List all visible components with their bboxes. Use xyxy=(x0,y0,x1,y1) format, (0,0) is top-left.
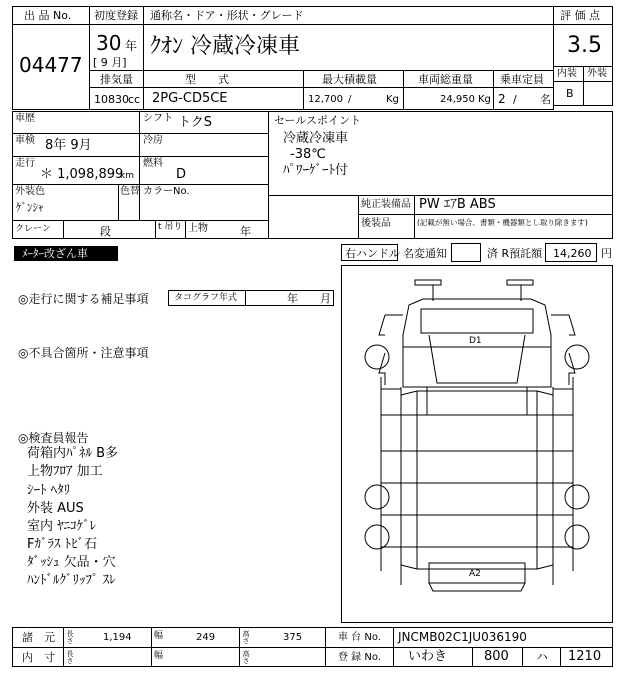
gross-weight-label: 車両総重量 xyxy=(418,73,473,86)
first-reg-label: 初度登録 xyxy=(94,9,138,22)
rhd-label: 右ハンドル xyxy=(345,247,400,260)
gross-weight-value: 24,950 xyxy=(440,94,475,105)
displacement-unit: cc xyxy=(128,93,141,106)
capacity-label: 乗車定員 xyxy=(500,73,544,86)
interior-grade: B xyxy=(566,87,574,100)
chassis-label: 車 台 No. xyxy=(338,632,381,643)
reg-year: 30 xyxy=(96,31,122,55)
shift-label: シフト xyxy=(143,113,173,124)
tachograph-month: 月 xyxy=(320,292,331,305)
tachograph-year: 年 xyxy=(287,292,298,305)
width-value: 249 xyxy=(196,632,216,643)
overall-score: 3.5 xyxy=(567,33,602,58)
max-load-label: 最大積載量 xyxy=(322,73,377,86)
width-label: 幅 xyxy=(154,631,164,641)
inspector-line-1: 荷箱内ﾊﾟﾈﾙ B多 xyxy=(27,446,119,461)
loading-year: 年 xyxy=(240,225,251,238)
mileage-unit: km xyxy=(120,171,134,181)
length-value: 1,194 xyxy=(103,632,132,643)
front-damage-mark: D1 xyxy=(469,336,482,346)
reg-number-label: 登 録 No. xyxy=(338,652,381,663)
color-change-label: 色替 xyxy=(120,186,140,197)
reg-month: [ 9 月] xyxy=(93,56,127,69)
inspector-line-3: ｼｰﾄ ﾍﾀﾘ xyxy=(27,483,71,498)
inspection-value: 8年 9月 xyxy=(45,138,92,153)
left-mirror xyxy=(415,280,441,285)
crane-step: 段 xyxy=(100,225,111,238)
rear-left-wheel-2 xyxy=(365,525,389,549)
inspector-line-2: 上物ﾌﾛｱ 加工 xyxy=(27,464,103,479)
sales-point-label: セールスポイント xyxy=(274,114,362,127)
reg-area: いわき xyxy=(408,649,448,664)
meter-tamper-badge: ﾒｰﾀｰ改ざん車 xyxy=(14,246,118,261)
history-label: 車歴 xyxy=(15,113,35,124)
reg-year-unit: 年 xyxy=(125,39,138,53)
capacity-slash: / xyxy=(513,93,517,106)
genuine-equipment-value: PW ｴｱB ABS xyxy=(419,197,496,212)
name-change-label: 名変通知 xyxy=(403,247,447,260)
dims-label: 諸 元 xyxy=(22,631,55,644)
loading-label: 上物 xyxy=(188,223,208,234)
reg-plate-number: 1210 xyxy=(568,649,602,664)
inspector-title: ◎検査員報告 xyxy=(18,431,89,445)
reg-kana: ハ xyxy=(536,650,549,664)
supplementary-title: ◎走行に関する補足事項 xyxy=(18,292,149,306)
chassis-number: JNCMB02C1JU036190 xyxy=(398,630,527,644)
inner-height-label: 高さ xyxy=(242,650,250,664)
inspector-line-7: ﾀﾞｯｼｭ 欠品・穴 xyxy=(27,555,116,570)
lot-number: 04477 xyxy=(19,53,83,77)
cargo-box xyxy=(417,391,537,569)
max-load-slash: / xyxy=(348,94,352,105)
score-label: 評 価 点 xyxy=(560,9,600,22)
displacement-label: 排気量 xyxy=(100,73,133,86)
yen-label: 円 xyxy=(601,247,612,260)
height-label: 高さ xyxy=(242,630,250,644)
inner-width-label: 幅 xyxy=(154,651,164,661)
aftermarket-note: (記載が無い場合、書類・機器類とし取り除きます) xyxy=(417,218,588,227)
exterior-label: 外装 xyxy=(587,68,607,79)
front-right-wheel xyxy=(565,345,589,369)
crane-label: クレーン xyxy=(15,224,51,234)
model-value: 2PG-CD5CE xyxy=(152,91,228,106)
model-label: 型 式 xyxy=(185,73,229,86)
height-value: 375 xyxy=(283,632,303,643)
reg-class: 800 xyxy=(484,649,509,664)
lot-label: 出 品 No. xyxy=(24,9,72,22)
recycle-label: 済 R預託額 xyxy=(487,247,543,260)
color-no-label: カラーNo. xyxy=(143,186,190,197)
max-load-unit: Kg xyxy=(386,94,399,105)
ac-label: 冷房 xyxy=(143,135,163,146)
rear-right-wheel-1 xyxy=(565,485,589,509)
genuine-equipment-label: 純正装備品 xyxy=(361,199,411,210)
max-load-value: 12,700 xyxy=(308,94,343,105)
capacity-value: 2 xyxy=(498,92,506,106)
tachograph-label: タコグラフ年式 xyxy=(174,293,238,303)
inspector-line-5: 室内 ﾔﾆｺｹﾞﾚ xyxy=(27,519,97,534)
fuel-label: 燃料 xyxy=(143,158,163,169)
gross-weight-unit: Kg xyxy=(478,94,491,105)
rear-right-wheel-2 xyxy=(565,525,589,549)
inner-dims-label: 内 寸 xyxy=(22,651,55,664)
vehicle-name: ｸｵﾝ 冷蔵冷凍車 xyxy=(150,34,300,59)
rear-left-wheel-1 xyxy=(365,485,389,509)
shift-value: トクS xyxy=(178,115,212,130)
ext-color-label: 外装色 xyxy=(15,186,45,197)
ext-color-value: ｹﾞﾝｼｬ xyxy=(16,201,44,214)
inner-length-label: 長さ xyxy=(66,650,74,664)
name-label: 通称名・ドア・形状・グレード xyxy=(150,9,304,22)
inspector-line-8: ﾊﾝﾄﾞﾙｸﾞﾘｯﾌﾟ ｽﾚ xyxy=(27,573,116,588)
sales-line-1: 冷蔵冷凍車 xyxy=(283,131,349,146)
truck-diagram xyxy=(341,265,613,623)
right-mirror xyxy=(507,280,533,285)
sales-line-2: -38℃ xyxy=(290,147,326,162)
mileage-label: 走行 xyxy=(15,158,35,169)
crane-lift-label: t 吊り xyxy=(158,222,183,232)
rear-damage-mark: A2 xyxy=(469,569,481,579)
aftermarket-label: 後装品 xyxy=(361,218,391,229)
defects-title: ◎不具合箇所・注意事項 xyxy=(18,346,149,360)
sales-line-3: ﾊﾟﾜｰｹﾞｰﾄ付 xyxy=(283,163,349,178)
fuel-value: D xyxy=(176,167,187,182)
interior-label: 内装 xyxy=(557,68,577,79)
displacement-value: 10830 xyxy=(94,93,129,106)
inspector-line-4: 外装 AUS xyxy=(27,501,84,516)
length-label: 長さ xyxy=(66,630,74,644)
name-change-box xyxy=(451,243,481,262)
mileage-value: ＊ 1,098,899 xyxy=(40,167,124,182)
recycle-value: 14,260 xyxy=(553,247,592,260)
capacity-unit: 名 xyxy=(540,93,551,106)
inspection-label: 車検 xyxy=(15,135,35,146)
inspector-line-6: Fｶﾞﾗｽ ﾄﾋﾞ石 xyxy=(27,537,98,552)
front-left-wheel xyxy=(365,345,389,369)
